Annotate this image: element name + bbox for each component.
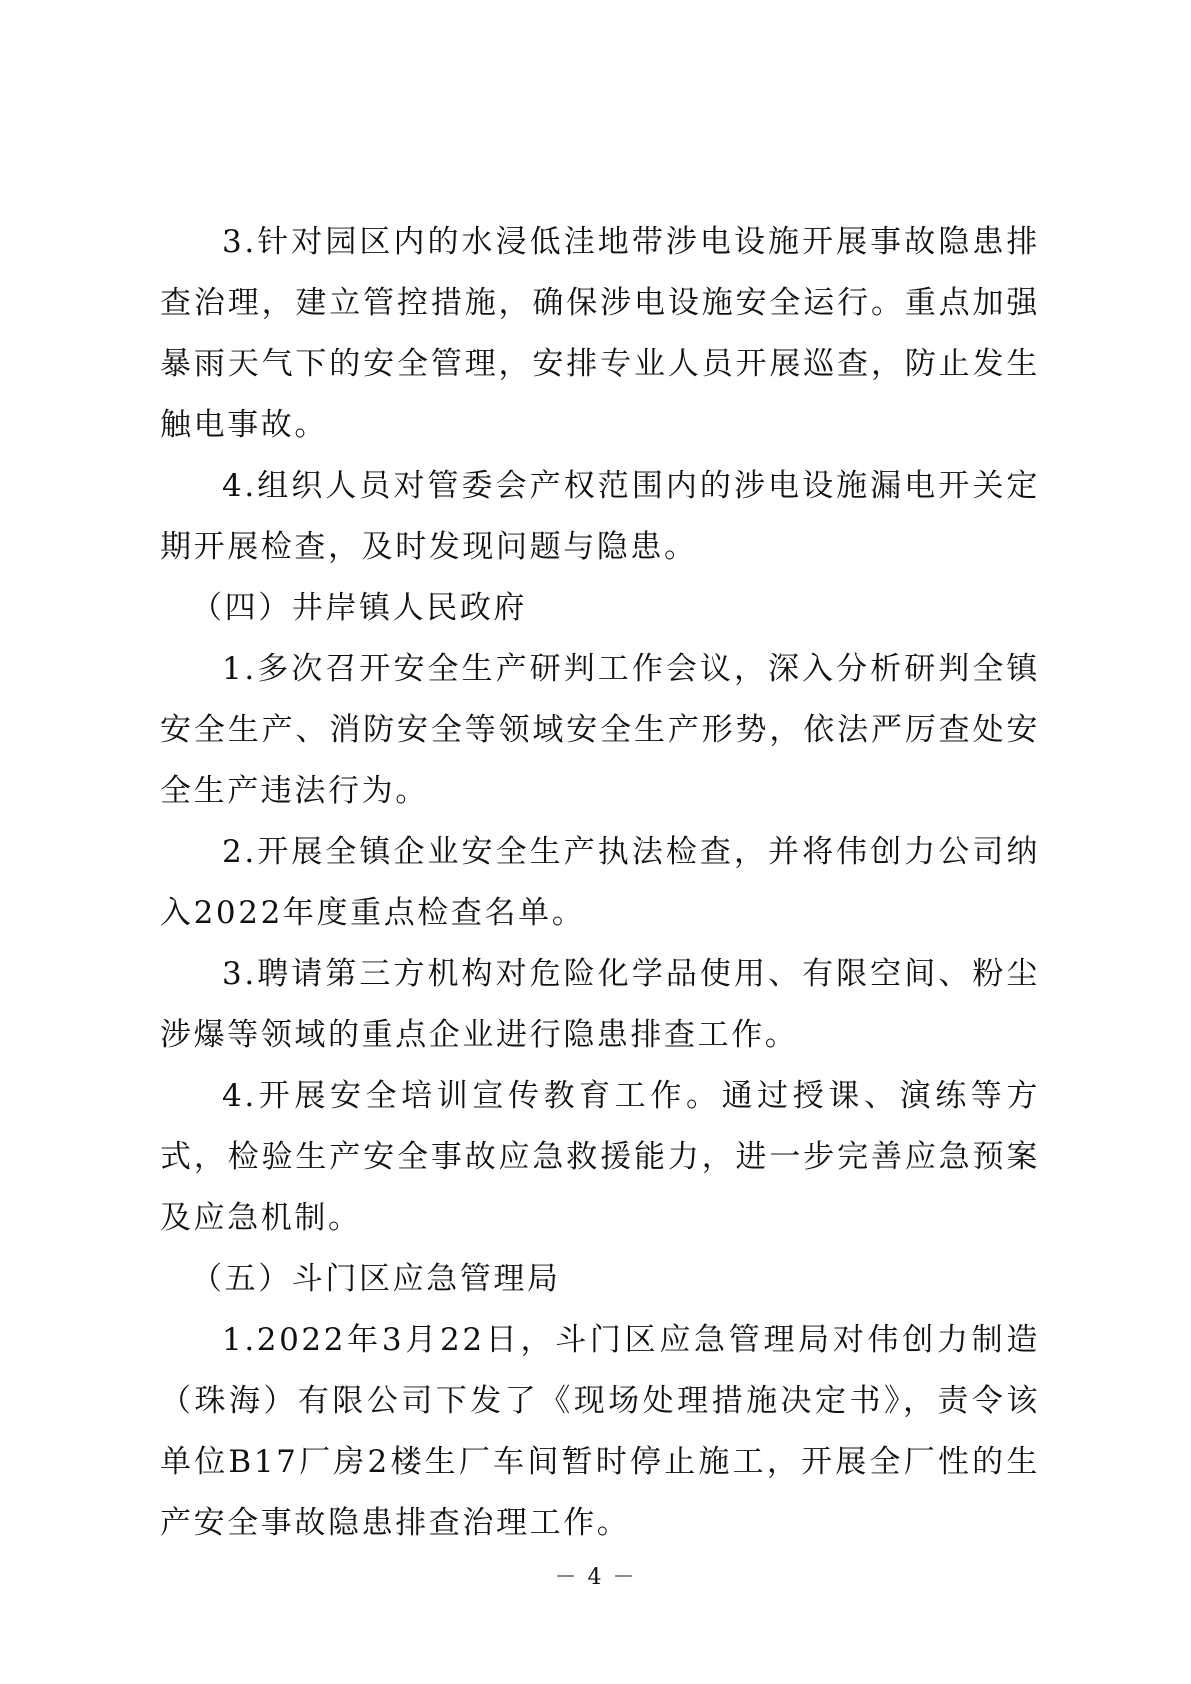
page-number: － 4 － [554,1565,637,1590]
section-heading-emergency-bureau: （五）斗门区应急管理局 [191,1261,561,1297]
paragraph-item-4-town: 4.开展安全培训宣传教育工作。通过授课、演练等方式，检验生产安全事故应急救援能力，进一步完善应急预案及应急机制。 [160,1078,1040,1236]
paragraph-item-2-town: 2.开展全镇企业安全生产执法检查，并将伟创力公司纳入2022年度重点检查名单。 [160,834,1040,931]
paragraph-item-4-park: 4.组织人员对管委会产权范围内的涉电设施漏电开关定期开展检查，及时发现问题与隐患。 [160,468,1040,565]
paragraph-item-1-town: 1.多次召开安全生产研判工作会议，深入分析研判全镇安全生产、消防安全等领域安全生产形势，依法严厉查处安全生产违法行为。 [160,651,1040,809]
paragraph-item-1-bureau: 1.2022年3月22日，斗门区应急管理局对伟创力制造（珠海）有限公司下发了《现场处理措施决定书》，责令该单位B17厂房2楼生厂车间暂时停止施工，开展全厂性的生产安全事故隐患排查治理工作。 [160,1322,1040,1541]
paragraph-item-3-park: 3.针对园区内的水浸低洼地带涉电设施开展事故隐患排查治理，建立管控措施，确保涉电设施安全运行。重点加强暴雨天气下的安全管理，安排专业人员开展巡查，防止发生触电事故。 [160,224,1040,443]
paragraph-item-3-town: 3.聘请第三方机构对危险化学品使用、有限空间、粉尘涉爆等领域的重点企业进行隐患排查工作。 [160,956,1040,1053]
document-body [160,212,1040,1554]
section-heading-jingan-town: （四）井岸镇人民政府 [191,590,527,626]
